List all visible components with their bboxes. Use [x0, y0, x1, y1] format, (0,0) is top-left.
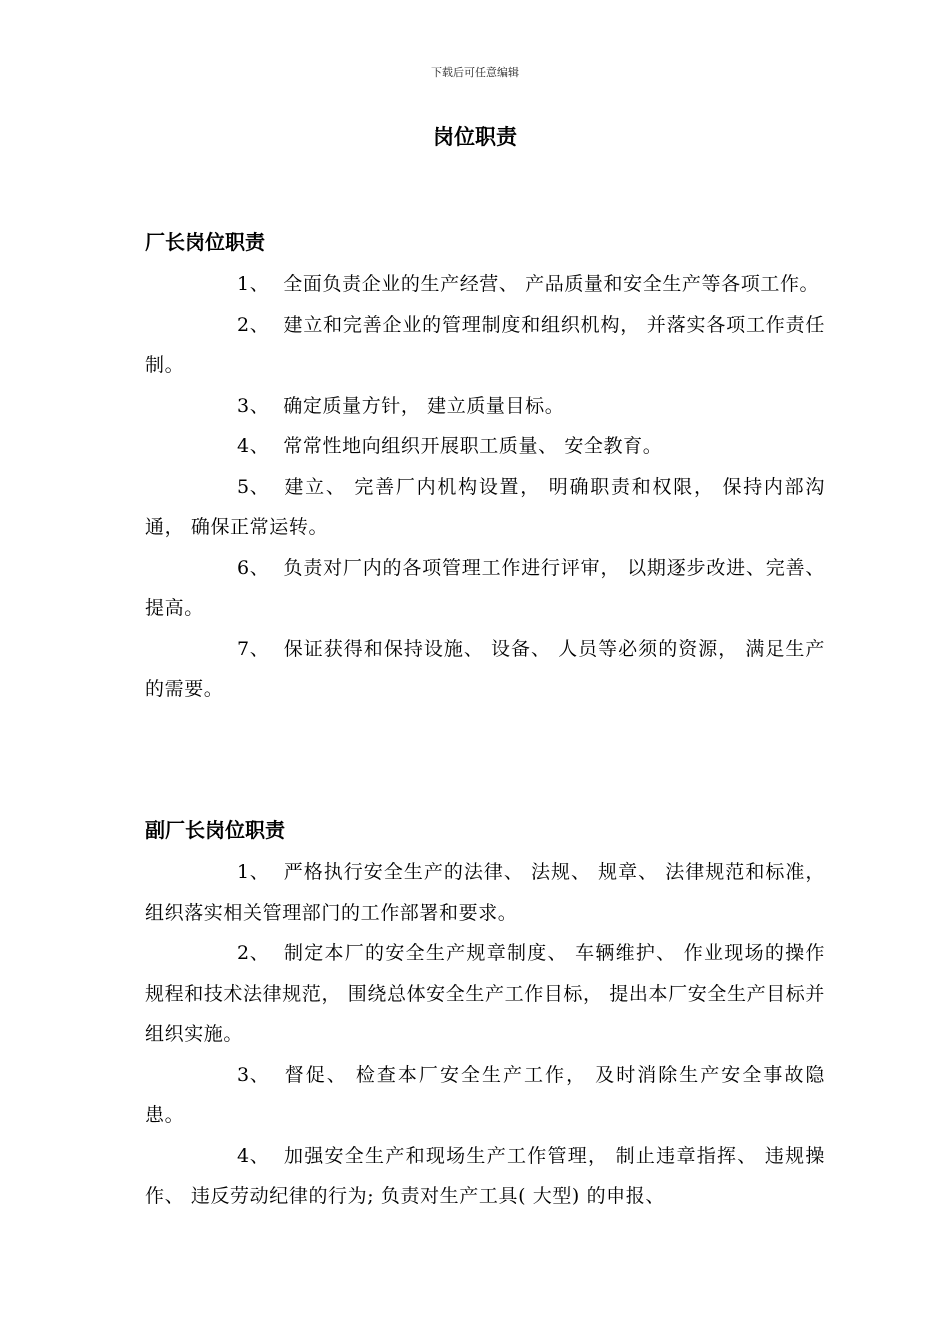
list-item	[145, 305, 825, 386]
list-item	[145, 852, 825, 933]
header-note: 下载后可任意编辑	[431, 66, 519, 79]
list-item	[145, 467, 825, 548]
section-heading: 副厂长岗位职责	[145, 818, 285, 842]
item-number: 4、	[237, 1144, 270, 1167]
item-number: 4、	[237, 435, 270, 457]
item-number: 5、	[237, 475, 270, 498]
item-number: 1、	[237, 273, 270, 295]
item-number: 6、	[237, 556, 270, 579]
item-text: 制定本厂的安全生产规章制度、 车辆维护、 作业现场的操作规程和技术法律规范， 围绕总体安全生产工作目标， 提出本厂安全生产目标并组织实施。	[145, 942, 825, 1045]
item-number: 1、	[237, 861, 270, 883]
item-text: 负责对厂内的各项管理工作进行评审， 以期逐步改进、完善、 提高。	[145, 556, 825, 619]
item-text: 严格执行安全生产的法律、 法规、 规章、 法律规范和标准， 组织落实相关管理部门的工作部署和要求。	[145, 861, 825, 924]
list-item	[145, 426, 825, 467]
section-deputy-director	[145, 814, 825, 1217]
item-number: 2、	[237, 942, 270, 964]
document-title: 岗位职责	[433, 125, 517, 149]
section-heading: 厂长岗位职责	[145, 230, 265, 254]
list-item	[145, 1055, 825, 1136]
list-item	[145, 629, 825, 710]
list-item	[145, 264, 825, 305]
item-number: 3、	[237, 394, 270, 417]
item-text: 保证获得和保持设施、 设备、 人员等必须的资源， 满足生产的需要。	[145, 637, 825, 700]
item-text: 确定质量方针， 建立质量目标。	[283, 394, 565, 417]
item-text: 建立、 完善厂内机构设置， 明确职责和权限， 保持内部沟通， 确保正常运转。	[145, 475, 825, 538]
item-text: 督促、 检查本厂安全生产工作， 及时消除生产安全事故隐患。	[145, 1063, 825, 1126]
list-item	[145, 1136, 825, 1217]
item-text: 加强安全生产和现场生产工作管理， 制止违章指挥、 违规操作、 违反劳动纪律的行为; 负责对生产工具( 大型) 的申报、	[145, 1144, 825, 1207]
item-text: 建立和完善企业的管理制度和组织机构， 并落实各项工作责任制。	[145, 313, 825, 376]
item-text: 常常性地向组织开展职工质量、 安全教育。	[283, 435, 663, 457]
item-text: 全面负责企业的生产经营、 产品质量和安全生产等各项工作。	[283, 273, 820, 295]
item-number: 3、	[237, 1063, 270, 1086]
item-number: 7、	[237, 637, 270, 660]
list-item	[145, 386, 825, 427]
list-item	[145, 548, 825, 629]
section-factory-director	[145, 226, 825, 710]
item-number: 2、	[237, 313, 270, 336]
list-item	[145, 933, 825, 1055]
